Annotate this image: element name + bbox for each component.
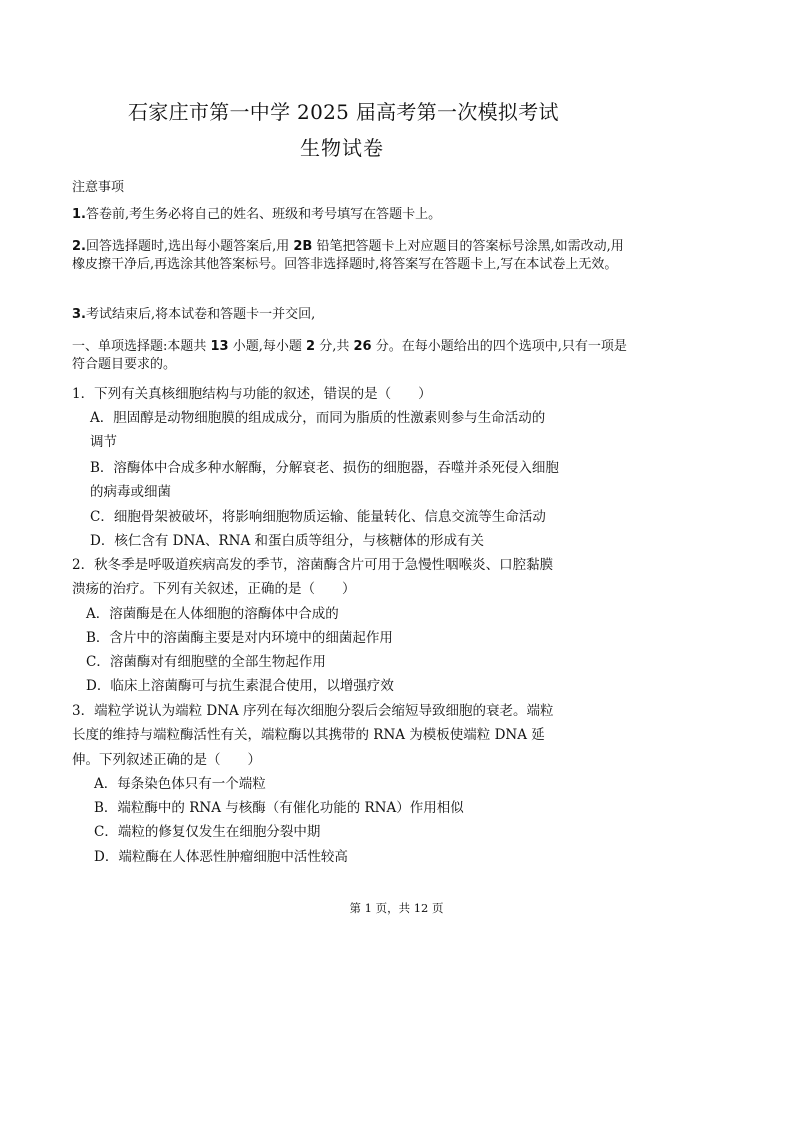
question-1-option-a: A．胆固醇是动物细胞膜的组成成分，而同为脂质的性激素则参与生命活动的 [90, 410, 546, 426]
notice-heading: 注意事项 [72, 180, 125, 195]
question-3-stem-cont: 伸。下列叙述正确的是（ ） [72, 752, 261, 768]
section-text: 分。在每小题给出的四个选项中,只有一项是符合题目要求的。 [72, 339, 627, 372]
question-2-stem-cont: 溃疡的治疗。下列有关叙述，正确的是（ ） [72, 581, 356, 597]
notice-item-number: 1. [72, 207, 86, 222]
question-3-option-b: B．端粒酶中的 RNA 与核酶（有催化功能的 RNA）作用相似 [94, 800, 464, 816]
section-instruction [72, 338, 632, 374]
section-text: 一、单项选择题:本题共 [72, 339, 211, 354]
notice-item-text: 考试结束后,将本试卷和答题卡一并交回, [85, 307, 316, 322]
notice-item-3 [72, 306, 632, 324]
question-1-option-d: D．核仁含有 DNA、RNA 和蛋白质等组分，与核糖体的形成有关 [90, 533, 485, 549]
question-2-option-d: D．临床上溶菌酶可与抗生素混合使用，以增强疗效 [86, 678, 394, 694]
notice-item-number: 2. [72, 239, 86, 254]
exam-subject-title: 生物试卷 [300, 136, 384, 160]
question-1-option-b-cont: 的病毒或细菌 [90, 484, 171, 500]
section-number: 26 [353, 339, 372, 354]
section-number: 2 [306, 339, 316, 354]
question-1-option-a-cont: 调节 [90, 434, 117, 450]
notice-item-number: 3. [72, 307, 86, 322]
page-footer: 第 1 页，共 12 页 [349, 901, 444, 915]
question-3-stem-cont: 长度的维持与端粒酶活性有关，端粒酶以其携带的 RNA 为模板使端粒 DNA 延 [72, 727, 545, 743]
section-text: 小题,每小题 [228, 339, 307, 354]
notice-item-bold: 2B [293, 239, 313, 254]
notice-item-1 [72, 206, 632, 224]
question-2-stem: 2．秋冬季是呼吸道疾病高发的季节，溶菌酶含片可用于急慢性咽喉炎、口腔黏膜 [72, 557, 554, 573]
notice-item-text: 答卷前,考生务必将自己的姓名、班级和考号填写在答题卡上。 [85, 207, 442, 222]
question-2-option-c: C．溶菌酶对有细胞壁的全部生物起作用 [86, 654, 326, 670]
question-1-option-c: C．细胞骨架被破坏，将影响细胞物质运输、能量转化、信息交流等生命活动 [90, 509, 546, 525]
question-2-option-b: B．含片中的溶菌酶主要是对内环境中的细菌起作用 [86, 630, 393, 646]
question-1-stem: 1．下列有关真核细胞结构与功能的叙述，错误的是（ ） [72, 386, 432, 402]
question-3-option-d: D．端粒酶在人体恶性肿瘤细胞中活性较高 [94, 849, 348, 865]
question-1-option-b: B．溶酶体中合成多种水解酶，分解衰老、损伤的细胞器，吞噬并杀死侵入细胞 [90, 460, 559, 476]
section-text: 分,共 [315, 339, 354, 354]
section-number: 13 [210, 339, 229, 354]
notice-item-text: 铅笔把答题卡上对应题目的答案标号涂黑,如需改动,用橡皮擦干净后,再选涂其他答案标号。回答非选择题时,将答案写在答题卡上,写在本试卷上无效。 [72, 239, 624, 272]
question-3-option-c: C．端粒的修复仅发生在细胞分裂中期 [94, 824, 321, 840]
question-2-option-a: A．溶菌酶是在人体细胞的溶酶体中合成的 [86, 606, 339, 622]
notice-item-2 [72, 238, 632, 274]
question-3-stem: 3．端粒学说认为端粒 DNA 序列在每次细胞分裂后会缩短导致细胞的衰老。端粒 [72, 703, 554, 719]
notice-item-text: 回答选择题时,选出每小题答案后,用 [85, 239, 294, 254]
exam-title: 石家庄市第一中学 2025 届高考第一次模拟考试 [128, 100, 559, 124]
question-3-option-a: A．每条染色体只有一个端粒 [94, 776, 266, 792]
